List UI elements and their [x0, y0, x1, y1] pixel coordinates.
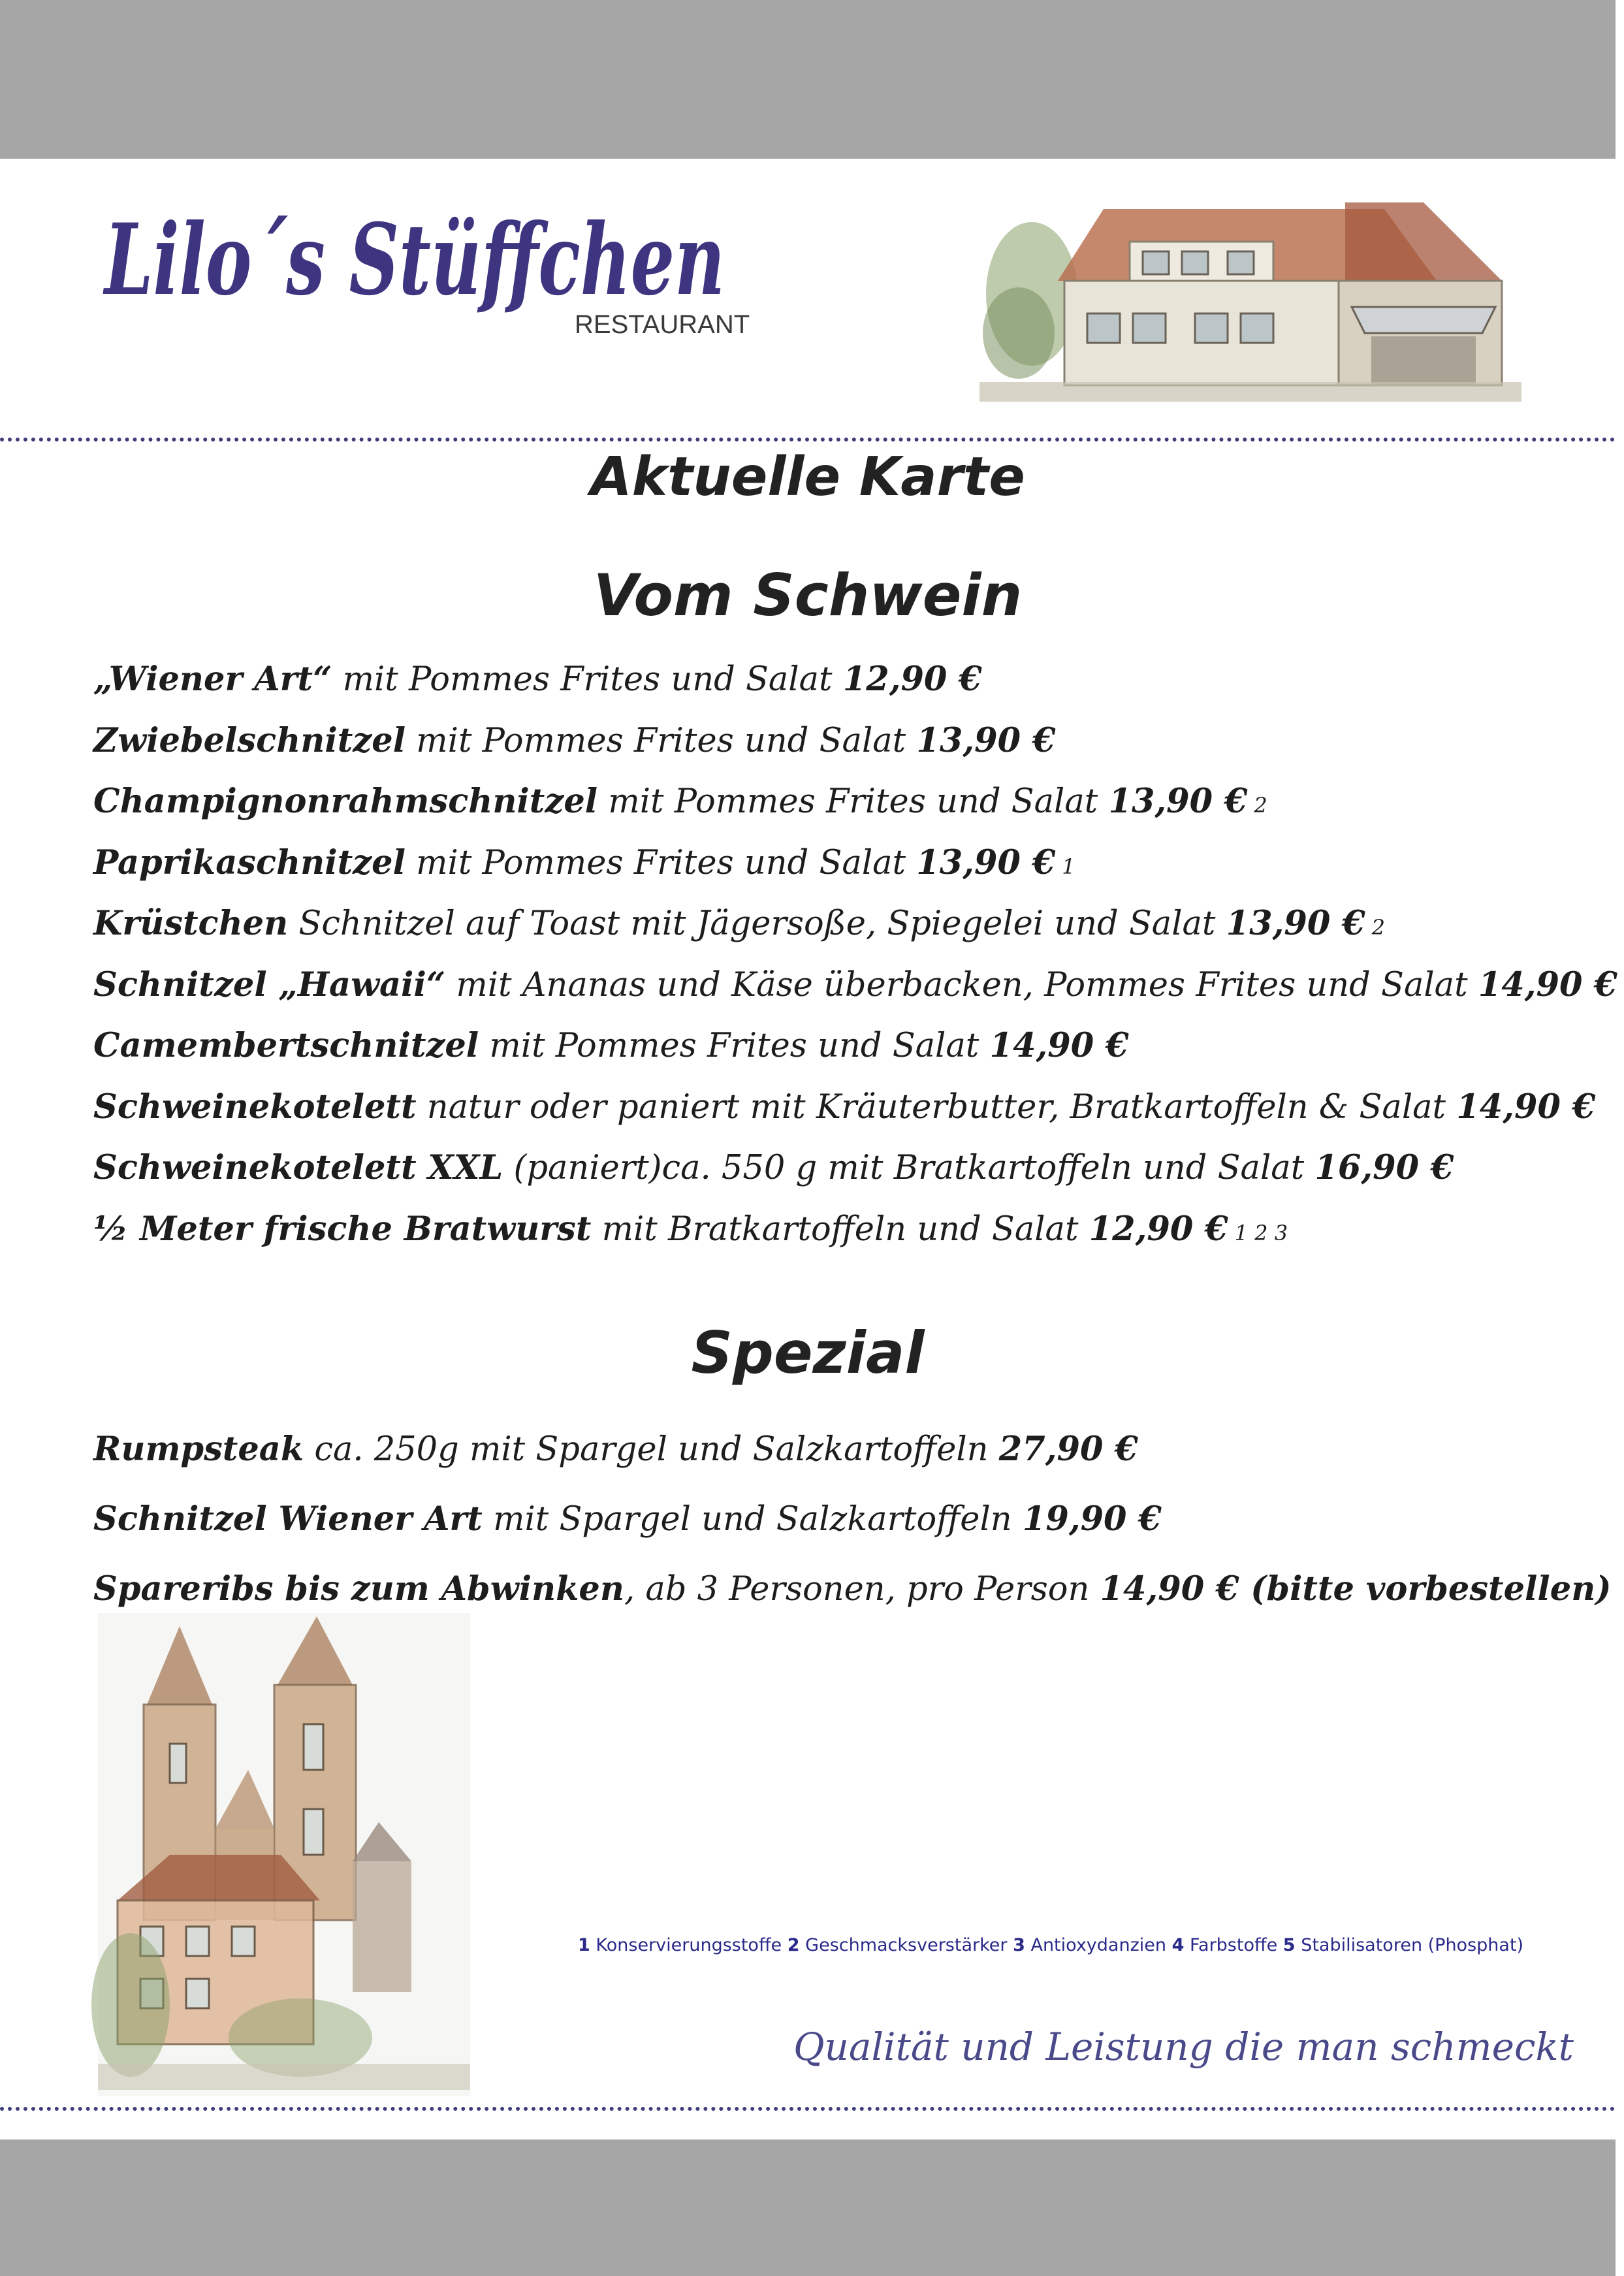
menu-list-spezial	[93, 1415, 1612, 1624]
item-desc: natur oder paniert mit Kräuterbutter, Bratkartoffeln & Salat	[416, 1087, 1457, 1127]
menu-item	[93, 833, 1595, 894]
item-price: 14,90 € (bitte vorbestellen)	[1100, 1569, 1612, 1609]
item-desc: mit Bratkartoffeln und Salat	[591, 1210, 1089, 1249]
item-price: 13,90 €	[1226, 904, 1365, 943]
item-desc: mit Spargel und Salzkartoffeln	[482, 1500, 1023, 1539]
footnote-label: Konservierungsstoffe	[596, 1935, 782, 1955]
top-gray-band	[0, 0, 1616, 159]
footnote-label: Farbstoffe	[1189, 1935, 1278, 1955]
menu-item	[93, 1484, 1595, 1554]
item-price: 14,90 €	[989, 1026, 1129, 1065]
item-name: Paprikaschnitzel	[93, 842, 406, 882]
footnote-num: 3	[1013, 1935, 1025, 1955]
footnote-num: 4	[1171, 1935, 1185, 1955]
footnote-label: Stabilisatoren (Phosphat)	[1301, 1935, 1524, 1955]
footnote-num: 1	[578, 1935, 590, 1955]
item-desc: mit Pommes Frites und Salat	[479, 1027, 990, 1065]
item-desc: mit Pommes Frites und Salat	[405, 843, 917, 882]
item-desc: Schnitzel auf Toast mit Jägersoße, Spiegelei und Salat	[288, 905, 1226, 943]
item-name: Rumpsteak	[93, 1430, 304, 1469]
house-illustration	[979, 183, 1521, 411]
item-name: Champignonrahmschnitzel	[93, 782, 598, 821]
item-name: Schweinekotelett XXL	[93, 1148, 503, 1187]
item-name: Zwiebelschnitzel	[93, 720, 406, 760]
bottom-gray-band	[0, 2140, 1616, 2276]
item-name: Schweinekotelett	[93, 1087, 417, 1127]
menu-item	[93, 649, 1595, 711]
divider-top	[0, 438, 1616, 441]
item-desc: (paniert)ca. 550 g mit Bratkartoffeln und Salat	[503, 1149, 1315, 1187]
menu-item	[93, 771, 1595, 833]
item-price: 27,90 €	[998, 1430, 1138, 1469]
item-name: Camembertschnitzel	[93, 1026, 479, 1065]
menu-list-schwein	[93, 649, 1617, 1260]
menu-item	[93, 711, 1595, 772]
section-title-schwein: Vom Schwein	[593, 562, 1023, 629]
item-name: Schnitzel Wiener Art	[93, 1499, 483, 1539]
item-name: Spareribs bis zum Abwinken	[93, 1569, 624, 1609]
item-name: Schnitzel „Hawaii“	[93, 965, 446, 1004]
menu-item	[93, 1199, 1595, 1260]
item-price: 16,90 €	[1314, 1148, 1454, 1187]
restaurant-logo	[104, 196, 771, 346]
item-price: 13,90 €	[916, 842, 1056, 882]
item-price: 14,90 €	[1478, 965, 1617, 1004]
item-name: ½ Meter frische Bratwurst	[93, 1209, 592, 1249]
menu-item	[93, 893, 1595, 955]
church-illustration	[91, 1613, 477, 2096]
footnote-label: Antioxydanzien	[1030, 1935, 1166, 1955]
item-desc: mit Pommes Frites und Salat	[332, 660, 843, 699]
item-desc: mit Ananas und Käse überbacken, Pommes Frites und Salat	[445, 965, 1478, 1004]
item-desc: mit Pommes Frites und Salat	[406, 721, 917, 760]
item-desc: mit Pommes Frites und Salat	[597, 782, 1109, 821]
page-title: Aktuelle Karte	[590, 446, 1025, 508]
logo-text: Lilo´s Stüffchen	[103, 202, 725, 317]
item-price: 14,90 €	[1456, 1087, 1596, 1127]
footnote-num: 5	[1282, 1935, 1296, 1955]
divider-bottom	[0, 2107, 1616, 2111]
footnote-num: 2	[787, 1935, 800, 1955]
item-price: 13,90 €	[916, 720, 1056, 760]
item-desc: ca. 250g mit Spargel und Salzkartoffeln	[304, 1430, 999, 1469]
menu-item	[93, 1016, 1595, 1077]
menu-item	[93, 955, 1617, 1016]
item-note: 2	[1254, 793, 1267, 818]
item-price: 19,90 €	[1022, 1499, 1162, 1539]
item-name: Krüstchen	[93, 904, 289, 943]
menu-item	[93, 1138, 1595, 1199]
item-price: 13,90 €	[1108, 782, 1248, 821]
logo-subtitle: RESTAURANT	[575, 310, 750, 339]
menu-item	[93, 1077, 1595, 1138]
item-note: 1	[1062, 854, 1075, 879]
item-price: 12,90 €	[842, 660, 982, 699]
section-title-spezial: Spezial	[691, 1319, 925, 1386]
item-desc: , ab 3 Personen, pro Person	[624, 1570, 1100, 1609]
menu-item	[93, 1415, 1595, 1484]
footnote-label: Geschmacksverstärker	[805, 1935, 1008, 1955]
item-note: 2	[1371, 915, 1385, 940]
slogan: Qualität und Leistung die man schmeckt	[793, 2025, 1574, 2069]
additive-footnotes	[578, 1935, 1544, 1955]
item-price: 12,90 €	[1089, 1209, 1228, 1249]
item-name: „Wiener Art“	[93, 660, 332, 699]
item-note: 1 2 3	[1234, 1220, 1288, 1245]
